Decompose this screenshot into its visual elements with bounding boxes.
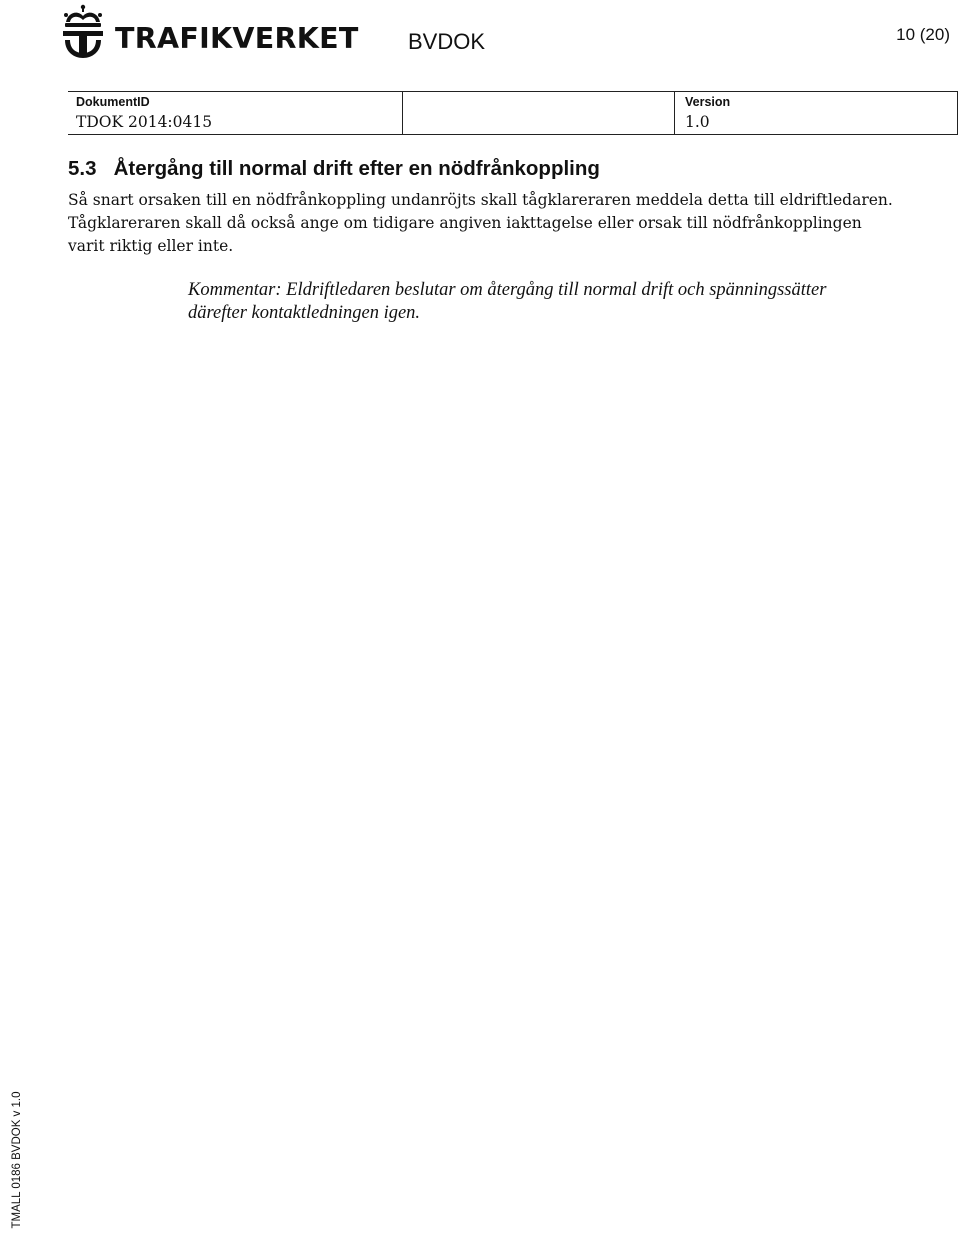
version-label: Version [685, 95, 731, 109]
document-type: BVDOK [408, 29, 486, 54]
trafikverket-logo [60, 4, 359, 62]
template-id: TMALL 0186 BVDOK v 1.0 [11, 1091, 23, 1229]
document-id-cell [68, 92, 403, 134]
section-heading: 5.3 Återgång till normal drift efter en nödfrånkoppling [68, 157, 600, 180]
document-id-value: TDOK 2014:0415 [76, 113, 213, 131]
page-number: 10 (20) [896, 25, 950, 44]
empty-meta-cell [403, 92, 675, 134]
version-cell [675, 92, 958, 134]
crown-icon [60, 4, 106, 60]
comment-note: Kommentar: Eldriftledaren beslutar om återgång till normal drift och spänningssätter därefter kontaktledningen igen. [188, 280, 827, 323]
logo-wordmark: TRAFIKVERKET [115, 22, 359, 55]
document-meta-table [68, 91, 958, 135]
version-value: 1.0 [685, 113, 710, 131]
document-id-label: DokumentID [76, 95, 150, 109]
section-body: Så snart orsaken till en nödfrånkoppling undanröjts skall tågklareraren meddela detta till eldriftledaren. Tågklareraren skall då också ange om tidigare angiven iakttagelse eller orsak till nödfrånkopplingen varit riktig eller inte. [68, 191, 893, 255]
